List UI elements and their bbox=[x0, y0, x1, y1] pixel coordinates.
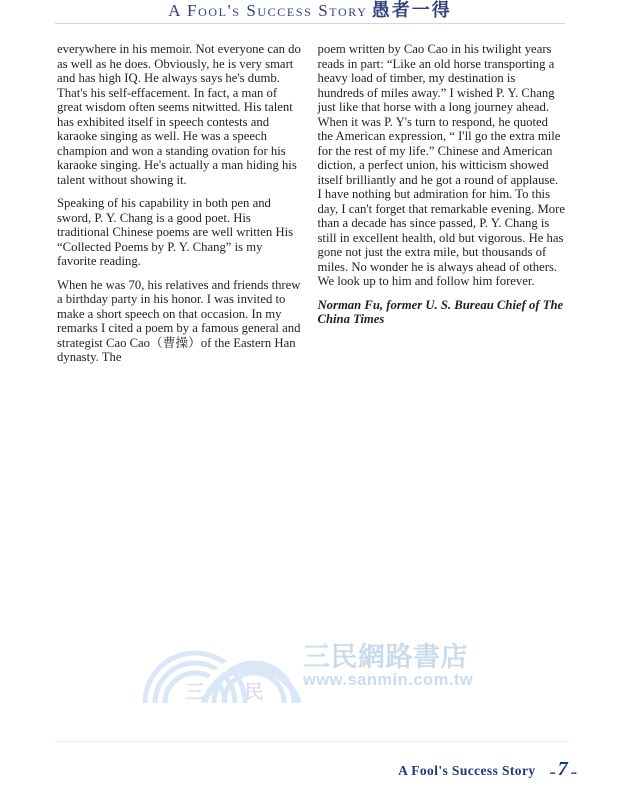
left-column bbox=[57, 42, 305, 374]
footer-chapter-title: A Fool's Success Story bbox=[398, 763, 536, 778]
chapter-title-english: A Fool's Success Story bbox=[168, 1, 368, 20]
sanmin-rainbow-logo-icon bbox=[142, 645, 302, 703]
svg-text:民: 民 bbox=[244, 682, 264, 703]
page-footer bbox=[398, 758, 576, 784]
page-number: 7 bbox=[557, 758, 568, 780]
paragraph: everywhere in his memoir. Not everyone can do as well as he does. Obviously, he is very smart and has high IQ. He always says he's dumb. That's his self-effacement. In fact, a man of great wisdom often seems nitwitted. His talent has exhibited itself in speech contests and karaoke singing as well. He was a speech champion and won a standing ovation for his karaoke singing. He's actually a man hiding his talent without showing it. bbox=[57, 42, 301, 187]
chapter-title bbox=[55, 0, 565, 21]
paragraph: Speaking of his capability in both pen and sword, P. Y. Chang is a good poet. His traditional Chinese poems are well written His “Collected Poems by P. Y. Chang” is my favorite reading. bbox=[57, 196, 294, 268]
paragraph: When he was 70, his relatives and friends threw a birthday party in his honor. I was invited to make a short speech on that occasion. In my remarks I cited a poem by a famous general and strategist Cao Cao（曹操）of the Eastern Han dynasty. The bbox=[57, 277, 301, 364]
footer-dots-left: ... bbox=[549, 765, 555, 777]
page-header bbox=[55, 0, 565, 24]
body-text bbox=[57, 42, 565, 374]
right-column bbox=[318, 42, 566, 374]
footer-divider bbox=[55, 741, 570, 742]
watermark-text bbox=[303, 643, 483, 689]
bookstore-name: 三民網路書店 bbox=[303, 642, 468, 672]
paragraph: poem written by Cao Cao in his twilight years reads in part: “Like an old horse transporting a heavy load of timber, my destination is hundreds of miles away.” I wished P. Y. Chang just like that horse with a long journey ahead. When it was P. Y's turn to respond, he quoted the American expression, “ I'll go the extra mile for the rest of my life.” Chinese and American diction, a perfect union, his witticism showed itself brilliantly and he got a round of applause. I have nothing but admiration for him. To this day, I can't forget that remarkable evening. More than a decade has since passed, P. Y. Chang is still in excellent health, old but vigorous. He has gone not just the extra mile, but thousands of miles. No wonder he is always ahead of others. We look up to him and follow him forever. bbox=[317, 42, 565, 288]
watermark bbox=[142, 643, 482, 703]
footer-dots-right: ... bbox=[570, 765, 576, 777]
svg-text:三: 三 bbox=[185, 682, 205, 703]
chapter-title-chinese: 愚者一得 bbox=[371, 0, 452, 20]
author-signature: Norman Fu, former U. S. Bureau Chief of The China Times bbox=[317, 297, 564, 326]
bookstore-url: www.sanmin.com.tw bbox=[303, 671, 474, 689]
